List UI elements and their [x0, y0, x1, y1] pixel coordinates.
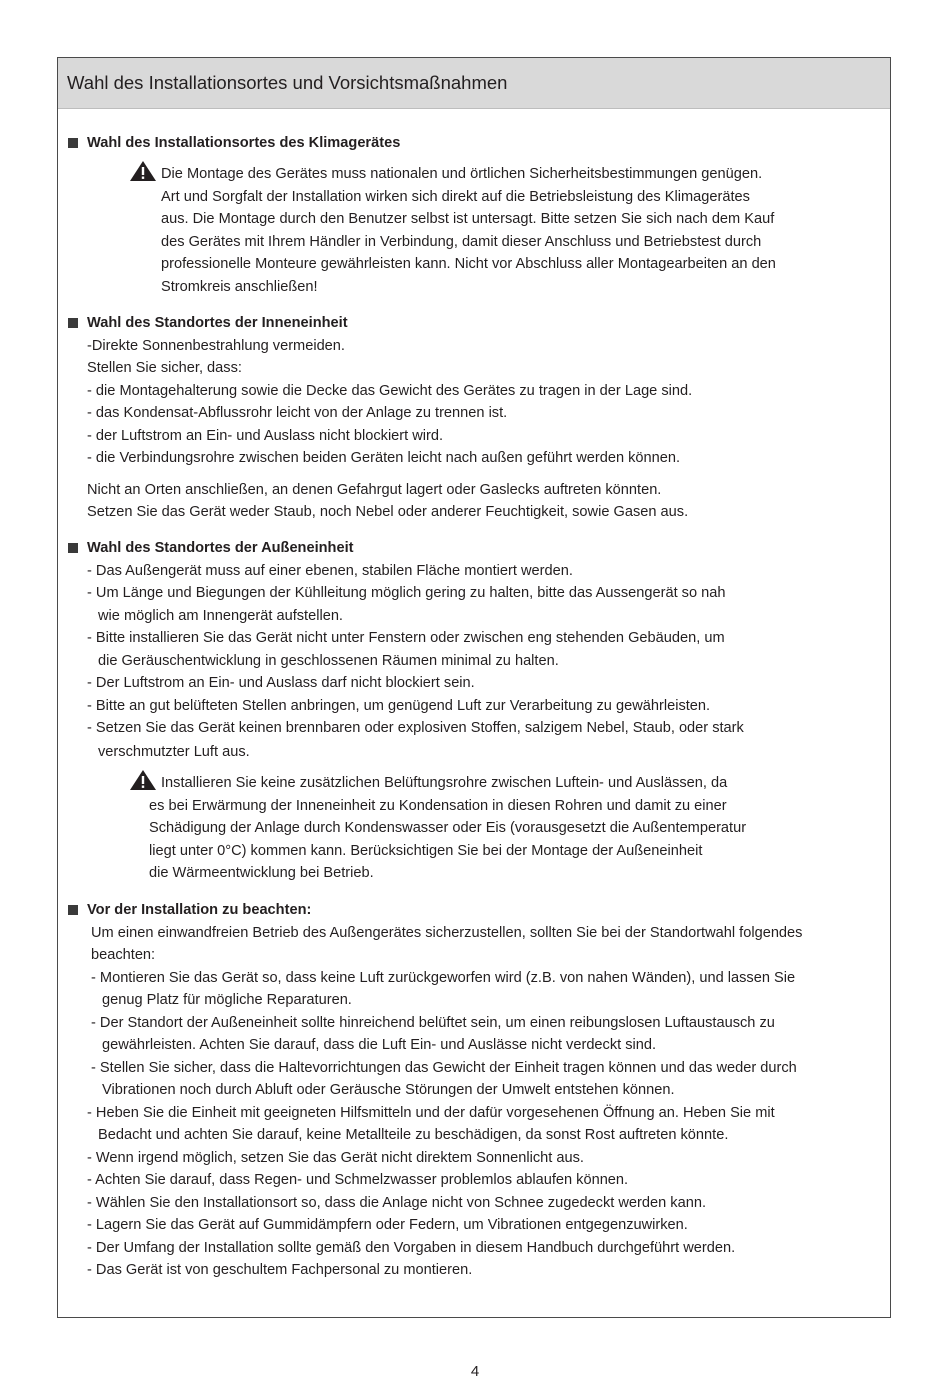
section-heading: Wahl des Standortes der Inneneinheit	[87, 315, 348, 331]
body-text-line: Um einen einwandfreien Betrieb des Außengerätes sicherzustellen, sollten Sie bei der Standortwahl folgendes	[91, 925, 803, 941]
body-text-line: wie möglich am Innengerät aufstellen.	[98, 608, 343, 624]
warning-text-line: professionelle Monteure gewährleisten kann. Nicht vor Abschluss aller Montagearbeiten an den	[161, 256, 776, 272]
square-bullet-icon	[68, 318, 78, 328]
body-text-line: - Wählen Sie den Installationsort so, dass die Anlage nicht von Schnee zugedeckt werden kann.	[87, 1195, 706, 1211]
warning-text-line: Stromkreis anschließen!	[161, 279, 318, 295]
body-text-line: - Montieren Sie das Gerät so, dass keine Luft zurückgeworfen wird (z.B. von nahen Wänden), und lassen Sie	[91, 970, 796, 986]
body-text-line: genug Platz für mögliche Reparaturen.	[102, 992, 352, 1008]
body-text-line: -Direkte Sonnenbestrahlung vermeiden.	[87, 338, 345, 354]
body-text-line: die Geräuschentwicklung in geschlossenen Räumen minimal zu halten.	[98, 653, 559, 669]
body-text-line: - Wenn irgend möglich, setzen Sie das Gerät nicht direktem Sonnenlicht aus.	[87, 1150, 584, 1166]
body-text-line: - Das Gerät ist von geschultem Fachpersonal zu montieren.	[87, 1262, 473, 1278]
body-text-line: - Der Umfang der Installation sollte gemäß den Vorgaben in diesem Handbuch durchgeführt werden.	[87, 1240, 736, 1256]
page-title: Wahl des Installationsortes und Vorsichtsmaßnahmen	[67, 72, 508, 93]
warning-text-line: Die Montage des Gerätes muss nationalen und örtlichen Sicherheitsbestimmungen genügen.	[161, 166, 763, 182]
body-text-line: gewährleisten. Achten Sie darauf, dass die Luft Ein- und Auslässe nicht verdeckt sind.	[102, 1037, 657, 1053]
warning-text-line: die Wärmeentwicklung bei Betrieb.	[149, 865, 374, 881]
body-text-line: - Heben Sie die Einheit mit geeigneten Hilfsmitteln und der dafür vorgesehenen Öffnung an. Heben Sie mit	[87, 1105, 775, 1121]
warning-text-line: Installieren Sie keine zusätzlichen Belüftungsrohre zwischen Luftein- und Auslässen, da	[161, 775, 728, 791]
body-text-line: - Setzen Sie das Gerät keinen brennbaren oder explosiven Stoffen, salzigem Nebel, Staub, oder stark	[87, 720, 744, 736]
warning-text-line: des Gerätes mit Ihrem Händler in Verbindung, damit dieser Anschluss und Betriebstest durch	[161, 234, 762, 250]
body-text-line: - Um Länge und Biegungen der Kühlleitung möglich gering zu halten, bitte das Aussengerät so nah	[87, 585, 726, 601]
section-header	[58, 58, 890, 109]
page-number: 4	[470, 1363, 480, 1380]
warning-text-line: es bei Erwärmung der Inneneinheit zu Kondensation in diesen Rohren und damit zu einer	[149, 798, 727, 814]
section-heading: Vor der Installation zu beachten:	[87, 902, 312, 918]
body-text-line: - Bitte installieren Sie das Gerät nicht unter Fenstern oder zwischen eng stehenden Gebäuden, um	[87, 630, 725, 646]
body-text-line: - der Luftstrom an Ein- und Auslass nicht blockiert wird.	[87, 428, 444, 444]
square-bullet-icon	[68, 138, 78, 148]
body-text-line: - Das Außengerät muss auf einer ebenen, stabilen Fläche montiert werden.	[87, 563, 573, 579]
body-text-line: Stellen Sie sicher, dass:	[87, 360, 242, 376]
body-text-line: - Achten Sie darauf, dass Regen- und Schmelzwasser problemlos ablaufen können.	[87, 1172, 629, 1188]
warning-text-line: liegt unter 0°C) kommen kann. Berücksichtigen Sie bei der Montage der Außeneinheit	[149, 843, 703, 859]
body-text-line: - die Verbindungsrohre zwischen beiden Geräten leicht nach außen geführt werden können.	[87, 450, 681, 466]
body-text-line: - Bitte an gut belüfteten Stellen anbringen, um genügend Luft zur Verarbeitung zu gewährleisten.	[87, 698, 711, 714]
body-text-line: - Der Luftstrom an Ein- und Auslass darf nicht blockiert sein.	[87, 675, 475, 691]
body-text-line: Bedacht und achten Sie darauf, keine Metallteile zu beschädigen, da sonst Rost auftreten könnte.	[98, 1127, 729, 1143]
section-heading: Wahl des Installationsortes des Klimagerätes	[87, 135, 401, 151]
body-text-line: - das Kondensat-Abflussrohr leicht von der Anlage zu trennen ist.	[87, 405, 508, 421]
square-bullet-icon	[68, 543, 78, 553]
warning-text-line: Schädigung der Anlage durch Kondenswasser oder Eis (vorausgesetzt die Außentemperatur	[149, 820, 747, 836]
body-text-line: - Stellen Sie sicher, dass die Haltevorrichtungen das Gewicht der Einheit tragen können und das weder durch	[91, 1060, 797, 1076]
body-text-line: Vibrationen noch durch Abluft oder Geräusche Störungen der Umwelt entstehen können.	[102, 1082, 675, 1098]
body-text-line: - Lagern Sie das Gerät auf Gummidämpfern oder Federn, um Vibrationen entgegenzuwirken.	[87, 1217, 688, 1233]
body-text-line: verschmutzter Luft aus.	[98, 744, 250, 760]
body-text-line: beachten:	[91, 947, 156, 963]
body-text-line: - Der Standort der Außeneinheit sollte hinreichend belüftet sein, um einen reibungslosen Luftaustausch zu	[91, 1015, 775, 1031]
body-text-line: - die Montagehalterung sowie die Decke das Gewicht des Gerätes zu tragen in der Lage sind.	[87, 383, 693, 399]
body-text-line: Setzen Sie das Gerät weder Staub, noch Nebel oder anderer Feuchtigkeit, sowie Gasen aus.	[87, 504, 689, 520]
square-bullet-icon	[68, 905, 78, 915]
warning-text-line: Art und Sorgfalt der Installation wirken sich direkt auf die Betriebsleistung des Klimagerätes	[161, 189, 750, 205]
body-text-line: Nicht an Orten anschließen, an denen Gefahrgut lagert oder Gaslecks auftreten könnten.	[87, 482, 662, 498]
section-heading: Wahl des Standortes der Außeneinheit	[87, 540, 354, 556]
warning-text-line: aus. Die Montage durch den Benutzer selbst ist untersagt. Bitte setzen Sie sich nach dem Kauf	[161, 211, 775, 227]
